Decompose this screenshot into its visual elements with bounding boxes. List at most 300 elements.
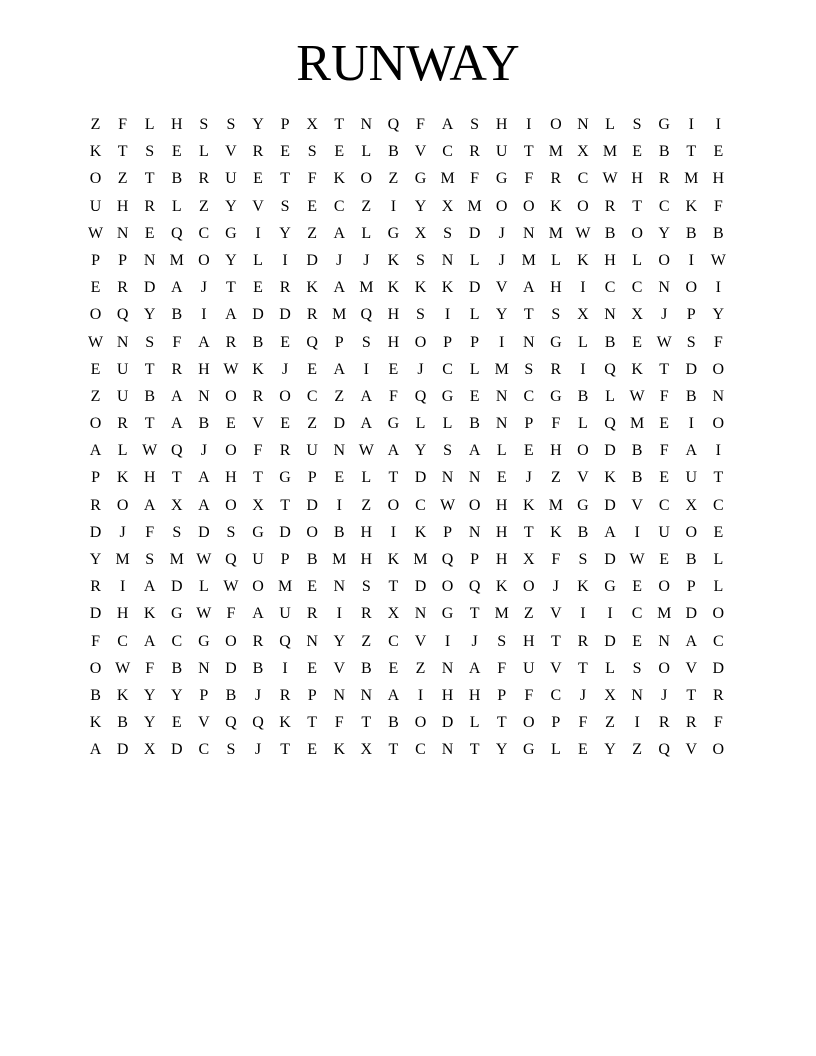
letter-cell[interactable]: B	[144, 387, 156, 405]
letter-cell[interactable]: F	[172, 333, 182, 351]
letter-cell[interactable]: M	[467, 197, 482, 215]
letter-cell[interactable]: U	[495, 143, 508, 161]
letter-cell[interactable]: F	[713, 714, 723, 732]
letter-cell[interactable]: D	[604, 632, 616, 650]
letter-cell[interactable]: E	[334, 469, 345, 487]
letter-cell[interactable]: A	[198, 469, 210, 487]
letter-cell[interactable]: P	[497, 686, 507, 704]
letter-cell[interactable]: C	[415, 741, 426, 759]
letter-cell[interactable]: W	[629, 551, 645, 568]
letter-cell[interactable]: N	[414, 605, 427, 623]
letter-cell[interactable]: I	[634, 523, 640, 541]
letter-cell[interactable]: Z	[361, 632, 372, 650]
letter-cell[interactable]: P	[443, 523, 452, 541]
letter-cell[interactable]: A	[198, 496, 210, 514]
letter-cell[interactable]: N	[441, 741, 454, 759]
letter-cell[interactable]: K	[550, 523, 562, 541]
letter-cell[interactable]: P	[91, 251, 100, 269]
letter-cell[interactable]: F	[307, 170, 317, 188]
letter-cell[interactable]: S	[416, 306, 425, 324]
letter-cell[interactable]: G	[252, 523, 264, 541]
letter-cell[interactable]: S	[145, 551, 155, 568]
letter-cell[interactable]: W	[710, 251, 726, 269]
letter-cell[interactable]: B	[388, 143, 399, 161]
letter-cell[interactable]: F	[524, 170, 534, 188]
letter-cell[interactable]: P	[118, 251, 128, 269]
letter-cell[interactable]: K	[441, 279, 454, 297]
letter-cell[interactable]: O	[441, 578, 454, 596]
letter-cell[interactable]: S	[226, 741, 236, 759]
letter-cell[interactable]: Q	[252, 714, 264, 732]
letter-cell[interactable]: T	[496, 714, 507, 732]
letter-cell[interactable]: O	[89, 415, 102, 433]
letter-cell[interactable]: X	[685, 496, 698, 514]
letter-cell[interactable]: G	[279, 469, 291, 487]
letter-cell[interactable]: N	[116, 333, 129, 351]
letter-cell[interactable]: J	[363, 251, 370, 269]
letter-cell[interactable]: G	[225, 224, 237, 242]
letter-cell[interactable]: T	[334, 116, 345, 133]
letter-cell[interactable]: I	[336, 605, 342, 623]
letter-cell[interactable]: Y	[414, 442, 427, 460]
letter-cell[interactable]: I	[390, 523, 397, 541]
letter-cell[interactable]: O	[225, 442, 237, 460]
letter-cell[interactable]: L	[469, 360, 480, 378]
letter-cell[interactable]: H	[116, 197, 129, 215]
letter-cell[interactable]: B	[360, 659, 372, 677]
letter-cell[interactable]: Z	[334, 387, 345, 405]
letter-cell[interactable]: M	[629, 415, 645, 433]
letter-cell[interactable]: B	[306, 551, 318, 568]
letter-cell[interactable]: L	[578, 333, 588, 351]
letter-cell[interactable]: F	[551, 415, 561, 433]
letter-cell[interactable]: S	[416, 251, 425, 269]
letter-cell[interactable]: I	[282, 659, 288, 677]
letter-cell[interactable]: W	[575, 224, 591, 242]
letter-cell[interactable]: E	[253, 170, 263, 188]
letter-cell[interactable]: B	[198, 415, 210, 433]
letter-cell[interactable]: A	[89, 442, 102, 460]
letter-cell[interactable]: O	[89, 659, 102, 677]
letter-cell[interactable]: K	[306, 279, 318, 297]
letter-cell[interactable]: F	[145, 523, 155, 541]
letter-cell[interactable]: E	[713, 143, 724, 161]
letter-cell[interactable]: T	[469, 605, 480, 623]
letter-cell[interactable]: H	[360, 523, 373, 541]
letter-cell[interactable]: T	[388, 741, 399, 759]
letter-cell[interactable]: R	[279, 686, 291, 704]
letter-cell[interactable]: I	[444, 632, 451, 650]
letter-cell[interactable]: K	[333, 170, 346, 188]
letter-cell[interactable]: B	[577, 387, 589, 405]
letter-cell[interactable]: E	[632, 578, 642, 596]
letter-cell[interactable]: F	[388, 387, 398, 405]
letter-cell[interactable]: R	[117, 279, 128, 297]
letter-cell[interactable]: E	[280, 333, 290, 351]
letter-cell[interactable]: F	[713, 333, 723, 351]
letter-cell[interactable]: Z	[307, 224, 318, 242]
letter-cell[interactable]: P	[470, 333, 480, 351]
letter-cell[interactable]: I	[417, 686, 424, 704]
letter-cell[interactable]: G	[387, 415, 400, 433]
letter-cell[interactable]: H	[387, 306, 400, 324]
letter-cell[interactable]: O	[279, 387, 291, 405]
letter-cell[interactable]: L	[361, 469, 372, 487]
letter-cell[interactable]: D	[89, 523, 102, 541]
letter-cell[interactable]: T	[144, 170, 155, 188]
letter-cell[interactable]: U	[225, 170, 237, 188]
letter-cell[interactable]: A	[170, 387, 183, 405]
letter-cell[interactable]: R	[604, 197, 616, 215]
letter-cell[interactable]: S	[632, 659, 642, 677]
letter-cell[interactable]: P	[686, 306, 696, 324]
letter-cell[interactable]: N	[441, 659, 454, 677]
letter-cell[interactable]: E	[578, 741, 588, 759]
letter-cell[interactable]: G	[495, 170, 508, 188]
letter-cell[interactable]: I	[580, 279, 586, 297]
letter-cell[interactable]: B	[631, 469, 643, 487]
letter-cell[interactable]: A	[523, 279, 535, 297]
letter-cell[interactable]: N	[658, 632, 670, 650]
letter-cell[interactable]: J	[498, 224, 505, 242]
letter-cell[interactable]: M	[684, 170, 699, 188]
letter-cell[interactable]: O	[252, 578, 264, 596]
letter-cell[interactable]: L	[469, 306, 480, 324]
letter-cell[interactable]: G	[414, 170, 427, 188]
letter-cell[interactable]: Y	[658, 224, 670, 242]
letter-cell[interactable]: H	[631, 170, 643, 188]
letter-cell[interactable]: D	[198, 523, 210, 541]
letter-cell[interactable]: E	[659, 415, 670, 433]
letter-cell[interactable]: G	[441, 605, 454, 623]
letter-cell[interactable]: I	[336, 496, 342, 514]
letter-cell[interactable]: E	[307, 741, 318, 759]
letter-cell[interactable]: D	[604, 442, 616, 460]
letter-cell[interactable]: N	[712, 387, 725, 405]
letter-cell[interactable]: G	[387, 224, 400, 242]
letter-cell[interactable]: S	[470, 116, 480, 133]
letter-cell[interactable]: U	[116, 360, 129, 378]
letter-cell[interactable]: J	[661, 306, 668, 324]
letter-cell[interactable]: N	[495, 387, 508, 405]
letter-cell[interactable]: E	[469, 387, 480, 405]
letter-cell[interactable]: X	[577, 306, 589, 324]
letter-cell[interactable]: L	[605, 659, 615, 677]
letter-cell[interactable]: Y	[225, 251, 237, 269]
letter-cell[interactable]: O	[685, 523, 698, 541]
letter-cell[interactable]: X	[170, 496, 183, 514]
letter-cell[interactable]: A	[143, 632, 156, 650]
letter-cell[interactable]: R	[360, 605, 372, 623]
letter-cell[interactable]: T	[144, 415, 155, 433]
letter-cell[interactable]: D	[468, 224, 481, 242]
letter-cell[interactable]: R	[252, 143, 264, 161]
letter-cell[interactable]: D	[414, 578, 427, 596]
letter-cell[interactable]: K	[604, 469, 616, 487]
letter-cell[interactable]: G	[658, 116, 670, 133]
letter-cell[interactable]: D	[333, 415, 346, 433]
letter-cell[interactable]: M	[521, 251, 536, 269]
letter-cell[interactable]: O	[523, 578, 535, 596]
letter-cell[interactable]: R	[550, 170, 562, 188]
letter-cell[interactable]: G	[550, 333, 562, 351]
letter-cell[interactable]: O	[577, 442, 589, 460]
letter-cell[interactable]: U	[658, 523, 670, 541]
letter-cell[interactable]: Q	[604, 360, 616, 378]
letter-cell[interactable]: Q	[279, 632, 291, 650]
letter-cell[interactable]: J	[200, 442, 207, 460]
letter-cell[interactable]: K	[387, 251, 400, 269]
letter-cell[interactable]: T	[523, 523, 534, 541]
letter-cell[interactable]: W	[656, 333, 672, 351]
letter-cell[interactable]: D	[170, 741, 183, 759]
letter-cell[interactable]: T	[523, 306, 534, 324]
letter-cell[interactable]: H	[170, 116, 183, 133]
letter-cell[interactable]: S	[551, 306, 561, 324]
letter-cell[interactable]: P	[280, 116, 290, 133]
letter-cell[interactable]: E	[253, 279, 263, 297]
letter-cell[interactable]: V	[333, 659, 346, 677]
letter-cell[interactable]: P	[280, 551, 290, 568]
letter-cell[interactable]: G	[523, 741, 535, 759]
letter-cell[interactable]: G	[550, 387, 562, 405]
letter-cell[interactable]: R	[117, 415, 128, 433]
letter-cell[interactable]: C	[631, 279, 643, 297]
letter-cell[interactable]: V	[685, 741, 698, 759]
letter-cell[interactable]: L	[605, 387, 615, 405]
letter-cell[interactable]: A	[468, 659, 481, 677]
letter-cell[interactable]: W	[196, 605, 212, 623]
letter-cell[interactable]: N	[116, 224, 129, 242]
letter-cell[interactable]: Y	[495, 741, 508, 759]
letter-cell[interactable]: Q	[225, 551, 237, 568]
letter-cell[interactable]: R	[306, 605, 318, 623]
letter-cell[interactable]: Y	[143, 714, 156, 732]
letter-cell[interactable]: I	[363, 360, 369, 378]
letter-cell[interactable]: R	[469, 143, 480, 161]
letter-cell[interactable]: T	[578, 659, 588, 677]
letter-cell[interactable]: B	[171, 659, 183, 677]
letter-cell[interactable]: I	[688, 251, 694, 269]
letter-cell[interactable]: F	[145, 659, 155, 677]
letter-cell[interactable]: G	[577, 496, 589, 514]
letter-cell[interactable]: T	[550, 632, 561, 650]
letter-cell[interactable]: E	[713, 523, 724, 541]
letter-cell[interactable]: Z	[415, 659, 426, 677]
letter-cell[interactable]: A	[468, 442, 481, 460]
letter-cell[interactable]: Q	[360, 306, 373, 324]
letter-cell[interactable]: X	[523, 551, 535, 568]
letter-cell[interactable]: Z	[307, 415, 318, 433]
letter-cell[interactable]: N	[333, 686, 346, 704]
letter-cell[interactable]: O	[712, 741, 725, 759]
letter-cell[interactable]: M	[657, 605, 672, 623]
letter-cell[interactable]: A	[333, 360, 346, 378]
letter-cell[interactable]: B	[333, 523, 345, 541]
letter-cell[interactable]: P	[443, 333, 452, 351]
letter-cell[interactable]: J	[336, 251, 343, 269]
letter-cell[interactable]: R	[144, 197, 156, 215]
letter-cell[interactable]: X	[441, 197, 454, 215]
letter-cell[interactable]: Q	[414, 387, 427, 405]
letter-cell[interactable]: K	[89, 143, 102, 161]
letter-cell[interactable]: Z	[550, 469, 561, 487]
letter-cell[interactable]: L	[361, 224, 372, 242]
letter-cell[interactable]: O	[306, 523, 318, 541]
letter-cell[interactable]: X	[577, 143, 589, 161]
letter-cell[interactable]: F	[416, 116, 425, 133]
letter-cell[interactable]: C	[117, 632, 128, 650]
letter-cell[interactable]: D	[685, 605, 698, 623]
letter-cell[interactable]: W	[223, 360, 239, 378]
letter-cell[interactable]: O	[712, 415, 725, 433]
letter-cell[interactable]: I	[526, 116, 532, 133]
letter-cell[interactable]: O	[387, 496, 400, 514]
letter-cell[interactable]: H	[360, 551, 373, 568]
letter-cell[interactable]: W	[440, 496, 456, 514]
letter-cell[interactable]: G	[170, 605, 183, 623]
letter-cell[interactable]: V	[225, 143, 237, 161]
letter-cell[interactable]: J	[200, 279, 207, 297]
letter-cell[interactable]: W	[87, 333, 104, 351]
letter-cell[interactable]: Q	[225, 714, 237, 732]
letter-cell[interactable]: D	[89, 605, 102, 623]
letter-cell[interactable]: O	[658, 578, 670, 596]
letter-cell[interactable]: V	[550, 659, 562, 677]
letter-cell[interactable]: W	[87, 224, 104, 242]
letter-cell[interactable]: D	[712, 659, 725, 677]
letter-cell[interactable]: T	[280, 496, 290, 514]
letter-cell[interactable]: O	[225, 387, 237, 405]
letter-cell[interactable]: L	[361, 143, 372, 161]
letter-cell[interactable]: T	[226, 279, 236, 297]
letter-cell[interactable]: P	[91, 469, 100, 487]
letter-cell[interactable]: K	[685, 197, 698, 215]
letter-cell[interactable]: D	[170, 578, 183, 596]
letter-cell[interactable]: J	[552, 578, 559, 596]
letter-cell[interactable]: A	[387, 686, 400, 704]
letter-cell[interactable]: O	[523, 714, 535, 732]
letter-cell[interactable]: F	[524, 686, 534, 704]
letter-cell[interactable]: R	[685, 714, 697, 732]
letter-cell[interactable]: K	[116, 686, 129, 704]
letter-cell[interactable]: I	[201, 306, 207, 324]
letter-cell[interactable]: H	[712, 170, 725, 188]
letter-cell[interactable]: H	[495, 116, 508, 133]
letter-cell[interactable]: D	[252, 306, 264, 324]
letter-cell[interactable]: S	[172, 523, 182, 541]
letter-cell[interactable]: M	[169, 251, 184, 269]
letter-cell[interactable]: E	[144, 224, 155, 242]
letter-cell[interactable]: B	[685, 224, 697, 242]
letter-cell[interactable]: I	[282, 251, 288, 269]
letter-cell[interactable]: C	[604, 279, 616, 297]
letter-cell[interactable]: O	[225, 496, 237, 514]
letter-cell[interactable]: L	[117, 442, 128, 460]
letter-cell[interactable]: E	[388, 659, 399, 677]
letter-cell[interactable]: E	[280, 415, 290, 433]
letter-cell[interactable]: L	[469, 251, 480, 269]
letter-cell[interactable]: P	[524, 415, 534, 433]
letter-cell[interactable]: C	[442, 143, 453, 161]
letter-cell[interactable]: Y	[333, 632, 346, 650]
letter-cell[interactable]: N	[360, 686, 373, 704]
letter-cell[interactable]: M	[359, 279, 374, 297]
letter-cell[interactable]: P	[199, 686, 209, 704]
letter-cell[interactable]: A	[170, 279, 183, 297]
letter-cell[interactable]: Z	[90, 116, 101, 133]
letter-cell[interactable]: V	[198, 714, 210, 732]
letter-cell[interactable]: S	[199, 116, 209, 133]
letter-cell[interactable]: Z	[90, 387, 101, 405]
letter-cell[interactable]: M	[332, 306, 347, 324]
letter-cell[interactable]: R	[658, 714, 670, 732]
letter-cell[interactable]: Y	[495, 306, 508, 324]
letter-cell[interactable]: V	[495, 279, 508, 297]
letter-cell[interactable]: F	[551, 551, 561, 568]
letter-cell[interactable]: L	[415, 415, 426, 433]
letter-cell[interactable]: D	[143, 279, 156, 297]
letter-cell[interactable]: N	[198, 659, 210, 677]
letter-cell[interactable]: A	[143, 496, 156, 514]
letter-cell[interactable]: A	[685, 632, 698, 650]
letter-cell[interactable]: Q	[170, 442, 183, 460]
letter-cell[interactable]: K	[550, 197, 562, 215]
letter-cell[interactable]: I	[607, 605, 613, 623]
letter-cell[interactable]: J	[471, 632, 478, 650]
letter-cell[interactable]: F	[659, 442, 669, 460]
letter-cell[interactable]: Z	[198, 197, 209, 215]
letter-cell[interactable]: T	[713, 469, 724, 487]
letter-cell[interactable]: X	[306, 116, 318, 133]
letter-cell[interactable]: T	[253, 469, 263, 487]
letter-cell[interactable]: C	[658, 197, 670, 215]
letter-cell[interactable]: X	[414, 224, 427, 242]
letter-cell[interactable]: O	[414, 714, 427, 732]
letter-cell[interactable]: F	[659, 387, 669, 405]
letter-cell[interactable]: C	[333, 197, 345, 215]
letter-cell[interactable]: T	[388, 578, 399, 596]
letter-cell[interactable]: M	[115, 551, 130, 568]
letter-cell[interactable]: T	[361, 714, 372, 732]
letter-cell[interactable]: T	[469, 741, 480, 759]
letter-cell[interactable]: B	[685, 551, 697, 568]
letter-cell[interactable]: L	[144, 116, 155, 133]
letter-cell[interactable]: E	[632, 632, 642, 650]
letter-cell[interactable]: Y	[712, 306, 725, 324]
letter-cell[interactable]: E	[90, 360, 101, 378]
letter-cell[interactable]: B	[604, 224, 616, 242]
letter-cell[interactable]: A	[604, 523, 616, 541]
letter-cell[interactable]: I	[580, 360, 586, 378]
letter-cell[interactable]: D	[441, 714, 454, 732]
letter-cell[interactable]: V	[252, 415, 264, 433]
letter-cell[interactable]: X	[387, 605, 400, 623]
letter-cell[interactable]: N	[198, 387, 210, 405]
letter-cell[interactable]: W	[358, 442, 374, 460]
letter-cell[interactable]: C	[713, 632, 724, 650]
letter-cell[interactable]: D	[604, 496, 616, 514]
letter-cell[interactable]: D	[116, 741, 129, 759]
letter-cell[interactable]: O	[495, 197, 508, 215]
letter-cell[interactable]: F	[334, 714, 344, 732]
letter-cell[interactable]: L	[550, 251, 561, 269]
letter-cell[interactable]: E	[171, 143, 182, 161]
letter-cell[interactable]: T	[523, 143, 534, 161]
letter-cell[interactable]: S	[145, 333, 155, 351]
letter-cell[interactable]: N	[658, 279, 670, 297]
letter-cell[interactable]: K	[89, 714, 102, 732]
